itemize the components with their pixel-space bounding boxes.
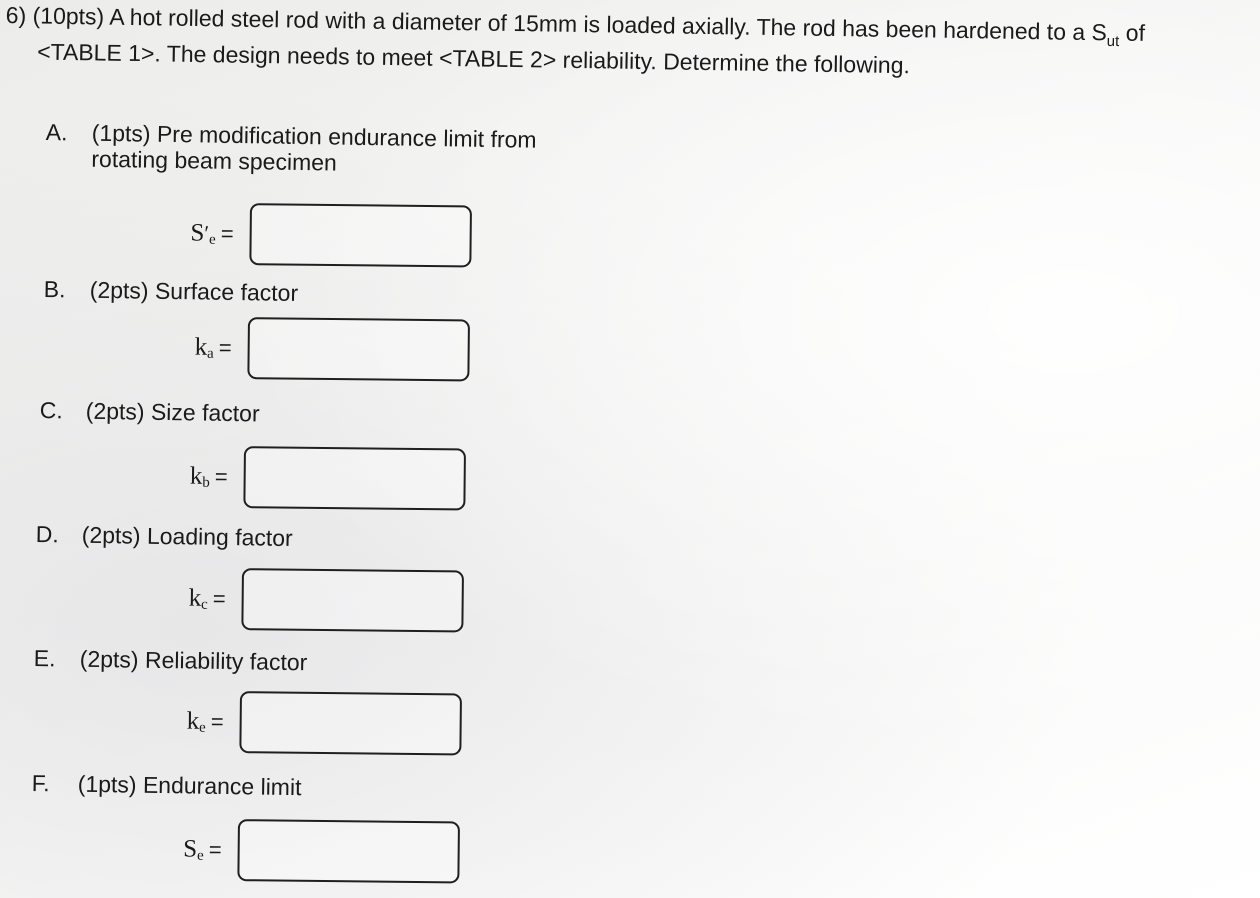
- part-f: [32, 770, 302, 800]
- answer-box-ka[interactable]: [247, 317, 470, 381]
- part-c-letter: C.: [39, 397, 63, 424]
- answer-row-c: [135, 445, 466, 510]
- part-c: [40, 397, 260, 426]
- question-text-line1: (10pts) A hot rolled steel rod with a diameter of 15mm is loaded axially. The rod has been hardened to a S: [32, 2, 1108, 46]
- answer-row-d: [133, 567, 464, 632]
- answer-label-kc: $k_c$ =: [188, 584, 226, 613]
- part-b-text: (2pts) Surface factor: [89, 276, 299, 306]
- question-text-sub: ut: [1106, 32, 1120, 51]
- answer-label-ke: $k_e$ =: [186, 707, 224, 736]
- part-e-letter: E.: [33, 645, 56, 672]
- part-d-letter: D.: [35, 521, 59, 548]
- part-b: [44, 276, 299, 306]
- part-e: [34, 645, 308, 675]
- answer-box-ke[interactable]: [239, 691, 462, 755]
- answer-box-se-prime[interactable]: [249, 203, 472, 267]
- part-d-text: (2pts) Loading factor: [81, 521, 293, 552]
- question-number: 6): [5, 2, 27, 29]
- part-f-letter: F.: [31, 770, 50, 797]
- answer-row-a: [141, 202, 472, 267]
- question-text-line1-end: of: [1119, 19, 1146, 46]
- part-a-letter: A.: [45, 119, 68, 146]
- answer-box-se[interactable]: [237, 819, 460, 883]
- part-f-text: (1pts) Endurance limit: [77, 770, 302, 801]
- answer-row-e: [131, 690, 462, 755]
- answer-label-ka: $k_a$ =: [194, 333, 232, 362]
- answer-row-f: [129, 818, 460, 883]
- part-a-text: (1pts) Pre modification endurance limit from rotating beam specimen: [91, 119, 537, 176]
- part-a: [45, 119, 592, 180]
- question-text-line2: <TABLE 1>. The design needs to meet <TABLE 2> reliability. Determine the following.: [37, 38, 911, 78]
- part-e-text: (2pts) Reliability factor: [79, 645, 308, 676]
- part-d: [36, 521, 293, 551]
- answer-box-kb[interactable]: [243, 446, 466, 510]
- answer-label-se-prime: $S'_e$ =: [190, 219, 234, 248]
- answer-row-b: [139, 316, 470, 381]
- part-b-letter: B.: [43, 276, 66, 303]
- answer-label-kb: $k_b$ =: [189, 462, 228, 491]
- answer-label-se: $S_e$ =: [183, 835, 222, 864]
- part-c-text: (2pts) Size factor: [85, 397, 260, 427]
- answer-box-kc[interactable]: [241, 568, 464, 632]
- question-prompt: [5, 2, 1246, 84]
